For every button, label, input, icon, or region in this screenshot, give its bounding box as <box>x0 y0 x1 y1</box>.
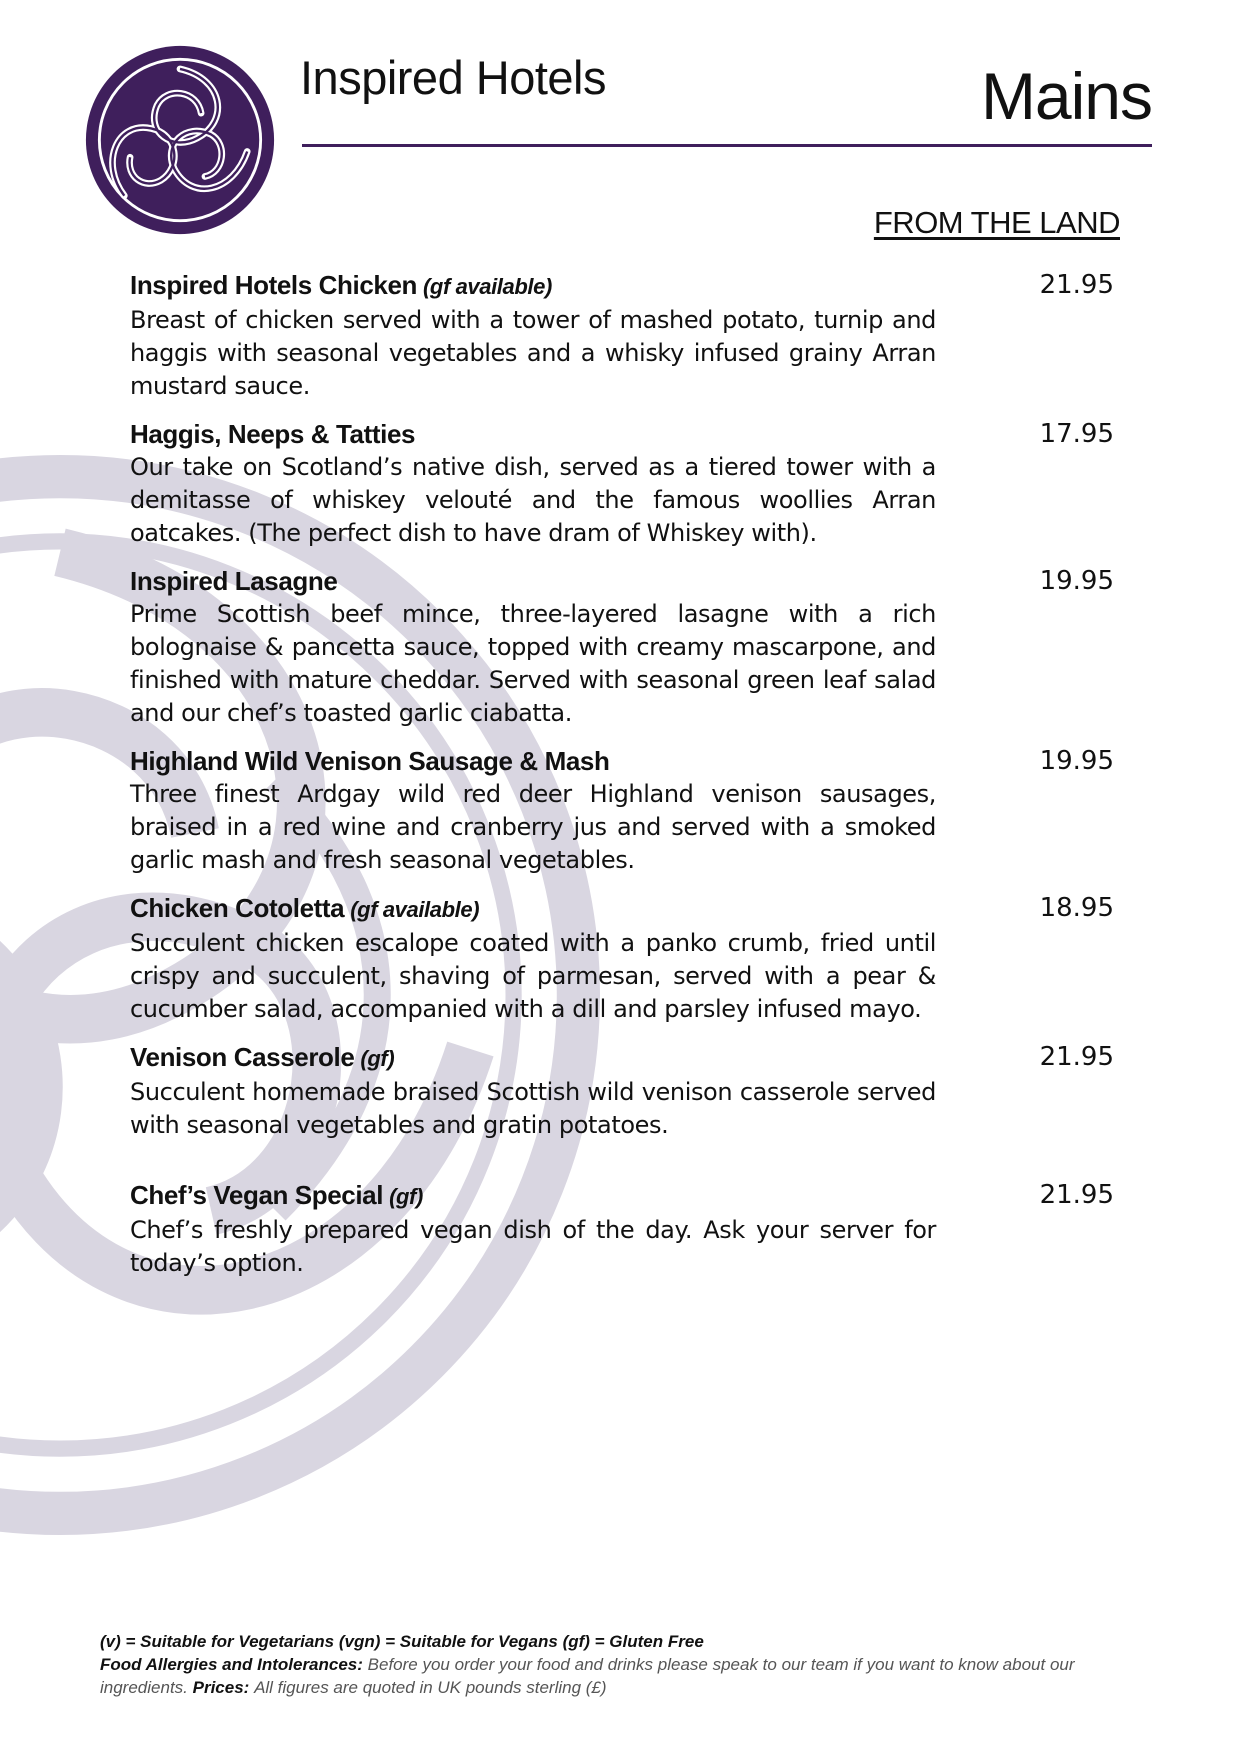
menu-item <box>130 891 1120 1026</box>
prices-text: All figures are quoted in UK pounds sterling (£) <box>254 1678 607 1697</box>
celtic-knot-logo-icon <box>84 44 276 236</box>
section-heading: FROM THE LAND <box>873 205 1120 240</box>
item-name: Inspired Lasagne <box>130 566 338 596</box>
item-name: Highland Wild Venison Sausage & Mash <box>130 746 610 776</box>
item-description: Three finest Ardgay wild red deer Highland venison sausages, braised in a red wine and cranberry jus and served with a smoked garlic mash and fresh seasonal vegetables. <box>130 780 936 874</box>
prices-label: Prices: <box>192 1678 250 1697</box>
menu-item <box>130 564 1120 730</box>
menu-item <box>130 268 1120 403</box>
page-title: Mains <box>980 59 1152 133</box>
item-description: Succulent chicken escalope coated with a panko crumb, fried until crispy and succulent, shaving of parmesan, served with a pear & cucumber salad, accompanied with a dill and parsley infused mayo. <box>130 929 936 1023</box>
brand-name: Inspired Hotels <box>300 51 606 104</box>
item-description: Prime Scottish beef mince, three-layered lasagne with a rich bolognaise & pancetta sauce, topped with creamy mascarpone, and finished with mature cheddar. Served with seasonal green leaf salad and our chef’s toasted garlic ciabatta. <box>130 600 936 727</box>
spacer <box>130 1156 1120 1178</box>
menu-item <box>130 417 1120 550</box>
allergy-note <box>100 1653 1150 1699</box>
item-name: Venison Casserole <box>130 1042 355 1072</box>
item-price: 19.95 <box>1039 746 1114 776</box>
allergy-text: Before you order your food and drinks please speak to our team if you want to know about our ingredients. <box>100 1655 1075 1697</box>
allergy-label: Food Allergies and Intolerances: <box>100 1655 363 1674</box>
menu-item <box>130 1178 1120 1280</box>
header-divider <box>302 144 1152 147</box>
item-description: Chef’s freshly prepared vegan dish of the day. Ask your server for today’s option. <box>130 1216 936 1277</box>
item-price: 21.95 <box>1039 1042 1114 1072</box>
item-price: 17.95 <box>1039 419 1114 449</box>
item-name: Haggis, Neeps & Tatties <box>130 419 416 449</box>
dietary-tag: (gf available) <box>350 897 480 922</box>
item-price: 19.95 <box>1039 566 1114 596</box>
item-description: Breast of chicken served with a tower of mashed potato, turnip and haggis with seasonal vegetables and a whisky infused grainy Arran mustard sauce. <box>130 306 936 400</box>
dietary-tag: (gf) <box>389 1184 423 1209</box>
item-name: Chicken Cotoletta <box>130 893 345 923</box>
menu-item <box>130 1040 1120 1142</box>
item-name: Chef’s Vegan Special <box>130 1180 384 1210</box>
item-price: 21.95 <box>1039 270 1114 300</box>
menu-items <box>130 268 1120 1294</box>
dietary-key: (v) = Suitable for Vegetarians (vgn) = Suitable for Vegans (gf) = Gluten Free <box>100 1632 704 1651</box>
item-description: Succulent homemade braised Scottish wild venison casserole served with seasonal vegetables and gratin potatoes. <box>130 1078 936 1139</box>
footer-notes <box>100 1630 1150 1699</box>
menu-item <box>130 744 1120 877</box>
dietary-tag: (gf) <box>360 1046 395 1071</box>
item-price: 21.95 <box>1039 1180 1114 1210</box>
dietary-tag: (gf available) <box>422 274 552 299</box>
item-name: Inspired Hotels Chicken <box>130 270 417 300</box>
item-price: 18.95 <box>1039 893 1114 923</box>
item-description: Our take on Scotland’s native dish, served as a tiered tower with a demitasse of whiskey velouté and the famous woollies Arran oatcakes. (The perfect dish to have dram of Whiskey with). <box>130 453 936 547</box>
